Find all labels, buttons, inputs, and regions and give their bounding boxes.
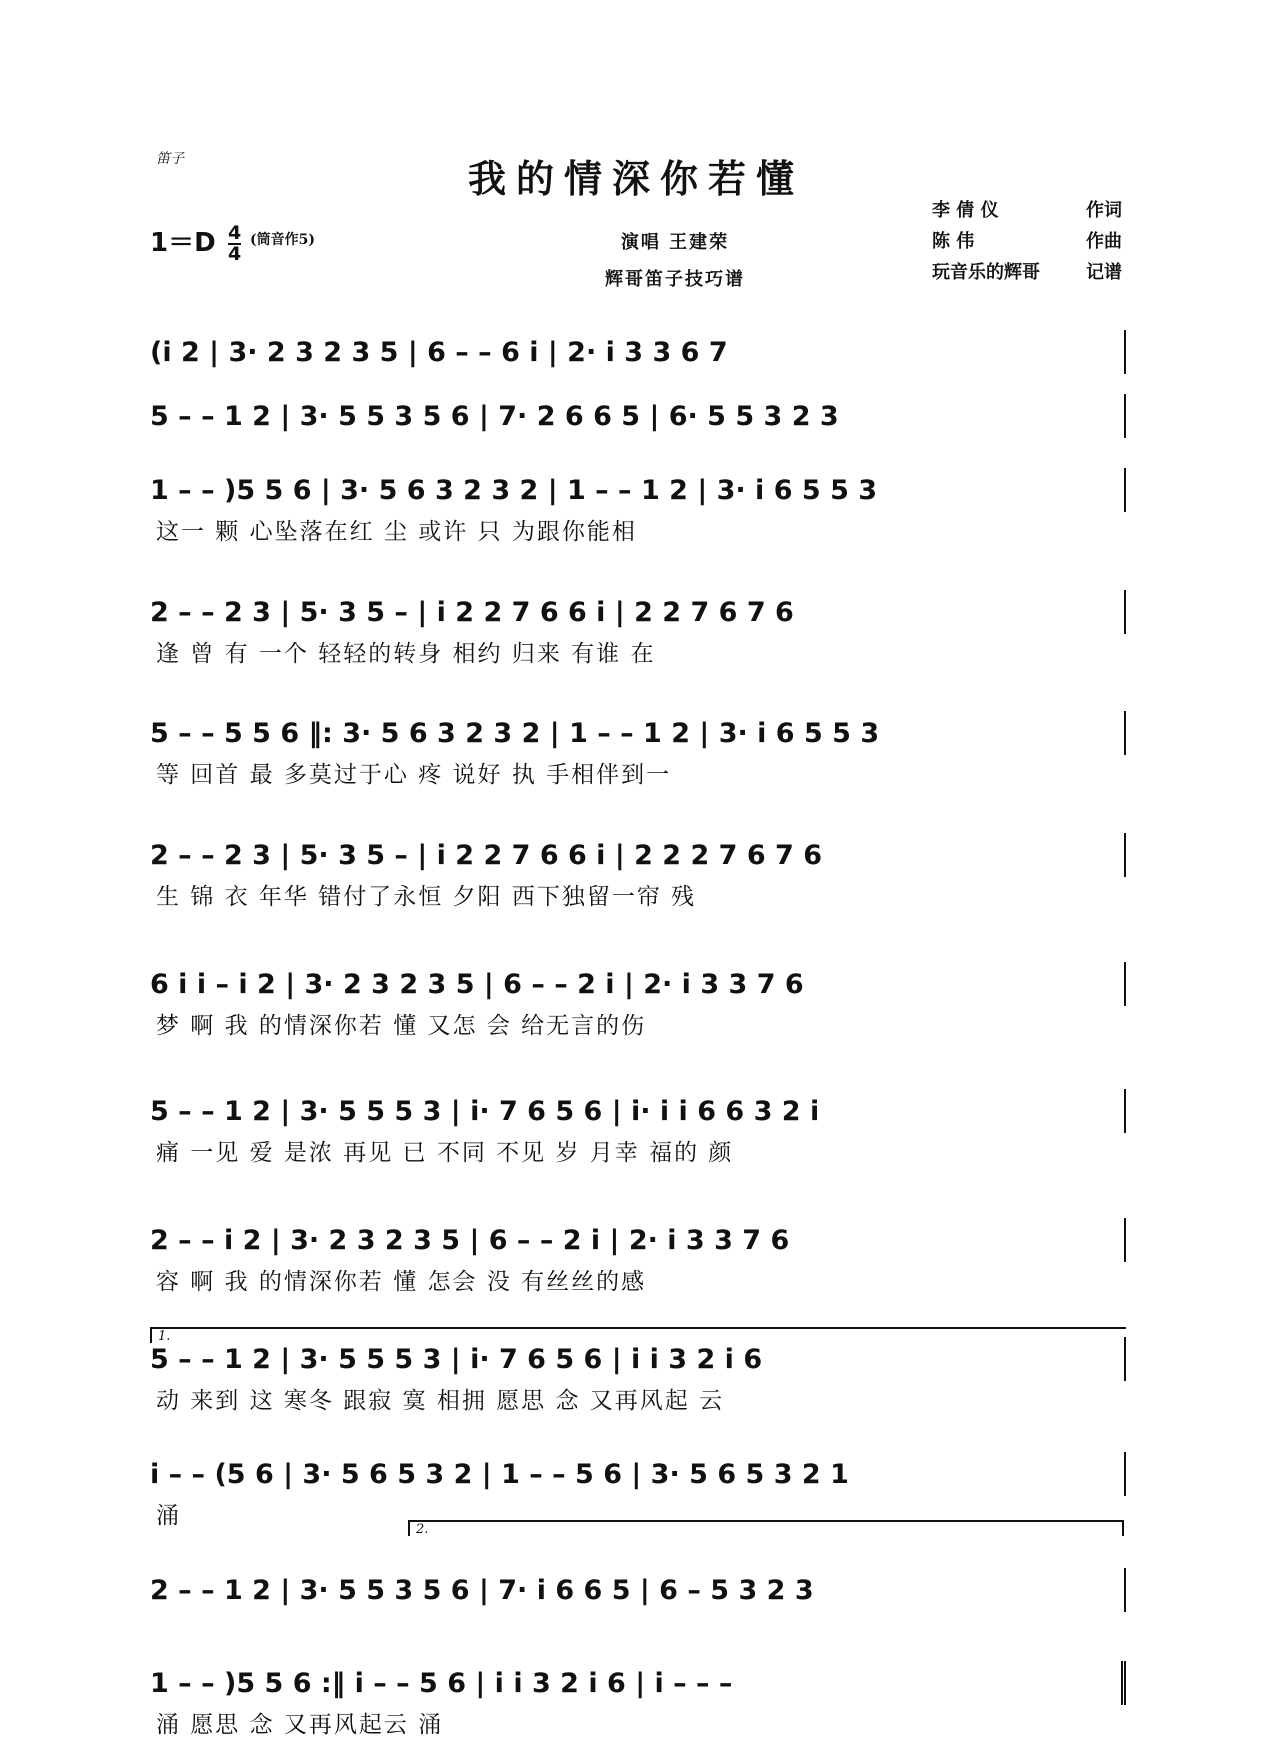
lyrics-line: 涌 [156,1502,181,1529]
arranger-credit: 辉哥笛子技巧谱 [605,269,745,290]
composer-name: 陈 伟 [932,231,975,252]
lyrics-line: 动 来到 这 寒冬 跟寂 寞 相拥 愿思 念 又再风起 云 [156,1387,725,1414]
lyrics-line: 容 啊 我 的情深你若 懂 怎会 没 有丝丝的感 [156,1268,647,1295]
lyricist-credit [932,196,1122,222]
transcriber-credit [932,258,1122,284]
lyrics-line: 逢 曾 有 一个 轻轻的转身 相约 归来 有谁 在 [156,640,656,667]
transcriber-role: 记谱 [1086,262,1122,283]
lyricist-name: 李 倩 仪 [932,200,999,221]
composer-credit [932,227,1122,253]
lyrics-line: 涌 愿思 念 又再风起云 涌 [156,1711,444,1738]
notation-line: (i 2 | 3· 2 3 2 3 5 | 6 – – 6 i | 2· i 3 3 6 7 [150,330,1126,374]
key-note: (筒音作5) [250,232,315,248]
notation-line: 5 – – 1 2 | 3· 5 5 5 3 | i· 7 6 5 6 | i i 3 2 i 6 [150,1337,1126,1381]
key-signature: 1＝D [150,228,216,258]
time-signature-top: 4 [228,222,242,244]
notation-line: 5 – – 5 5 6 ‖: 3· 5 6 3 2 3 2 | 1 – – 1 2 | 3· i 6 5 5 3 [150,711,1126,755]
notation-line: 5 – – 1 2 | 3· 5 5 3 5 6 | 7· 2 6 6 5 | 6· 5 5 3 2 3 [150,394,1126,438]
notation-line: 2 – – i 2 | 3· 2 3 2 3 5 | 6 – – 2 i | 2· i 3 3 7 6 [150,1218,1126,1262]
notation-line: i – – (5 6 | 3· 5 6 5 3 2 | 1 – – 5 6 | 3· 5 6 5 3 2 1 [150,1452,1126,1496]
lyrics-line: 等 回首 最 多莫过于心 疼 说好 执 手相伴到一 [156,761,672,788]
time-signature [228,224,241,264]
instrument-label: 笛子 [156,151,184,167]
notation-line: 1 – – )5 5 6 :‖ i – – 5 6 | i i 3 2 i 6 | i – – – [150,1661,1126,1705]
notation-line: 2 – – 2 3 | 5· 3 5 – | i 2 2 7 6 6 i | 2 2 2 7 6 7 6 [150,833,1126,877]
lyrics-line: 生 锦 衣 年华 错付了永恒 夕阳 西下独留一帘 残 [156,883,697,910]
notation-line: 1 – – )5 5 6 | 3· 5 6 3 2 3 2 | 1 – – 1 2 | 3· i 6 5 5 3 [150,468,1126,512]
singer-credit: 演唱 王建荣 [620,232,730,253]
lyrics-line: 这一 颗 心坠落在红 尘 或许 只 为跟你能相 [156,518,637,545]
lyricist-role: 作词 [1086,200,1122,221]
composer-role: 作曲 [1086,231,1122,252]
page-title: 我的情深你若懂 [467,156,804,201]
notation-line: 2 – – 2 3 | 5· 3 5 – | i 2 2 7 6 6 i | 2 2 7 6 7 6 [150,590,1126,634]
lyrics-line: 梦 啊 我 的情深你若 懂 又怎 会 给无言的伤 [156,1012,647,1039]
notation-line: 5 – – 1 2 | 3· 5 5 5 3 | i· 7 6 5 6 | i· i i 6 6 3 2 i [150,1089,1126,1133]
notation-line: 2 – – 1 2 | 3· 5 5 3 5 6 | 7· i 6 6 5 | 6 – 5 3 2 3 [150,1568,1126,1612]
volta-second-ending: 2. [408,1520,1124,1536]
time-signature-bottom: 4 [228,243,242,265]
lyrics-line: 痛 一见 爱 是浓 再见 已 不同 不见 岁 月幸 福的 颜 [156,1139,734,1166]
notation-line: 6 i i – i 2 | 3· 2 3 2 3 5 | 6 – – 2 i | 2· i 3 3 7 6 [150,962,1126,1006]
volta-first-ending: 1. [150,1327,1126,1343]
transcriber-name: 玩音乐的辉哥 [932,262,1040,283]
